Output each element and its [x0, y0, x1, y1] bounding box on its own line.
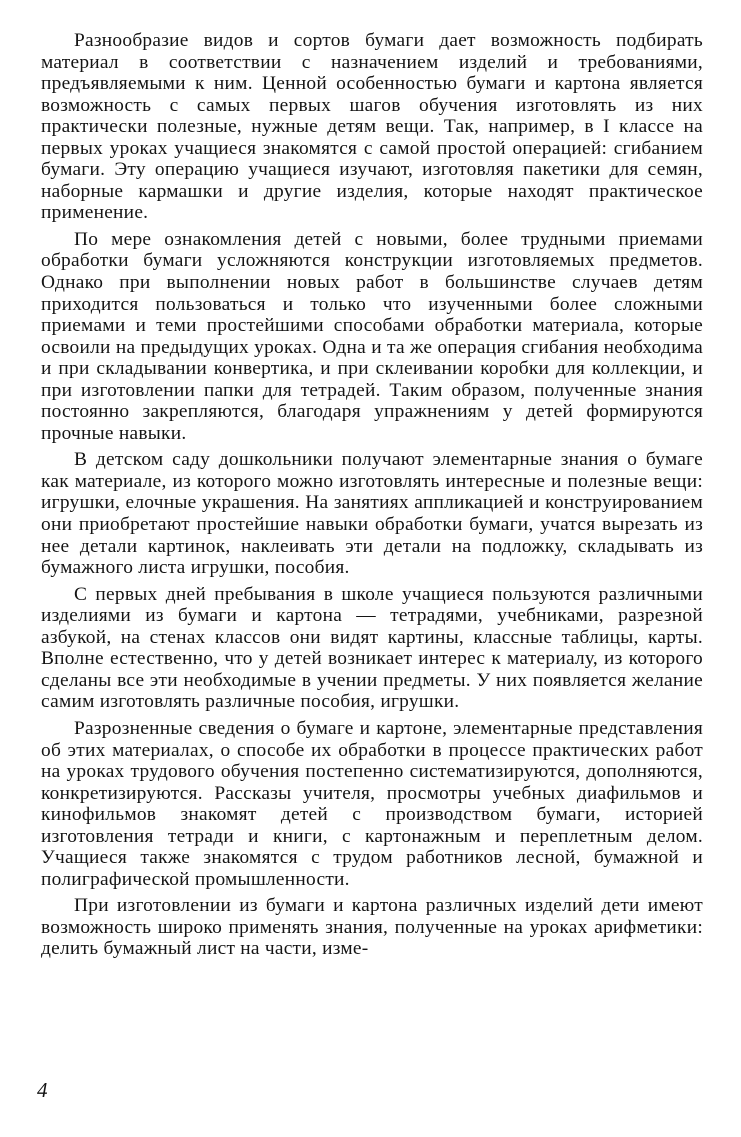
page-number: 4 [37, 1078, 48, 1102]
page-body [41, 30, 703, 965]
paragraph-5: Разрозненные сведения о бумаге и картоне, элементарные представления об этих материалах, о способе их обработки в процессе практических работ на уроках трудового обучения постепенно систематизируются, дополняются, конкретизируются. Рассказы учителя, просмотры учебных диафильмов и кинофильмов знакомят детей с производством бумаги, историей изготовления тетради и книги, с картонажным и переплетным делом. Учащиеся также знакомятся с трудом работников лесной, бумажной и полиграфической промышленности. [41, 717, 703, 890]
paragraph-1: Разнообразие видов и сортов бумаги дает возможность подбирать материал в соответствии с назначением изделий и требованиями, предъявляемыми к ним. Ценной особенностью бумаги и картона является возможность с самых первых шагов обучения изготовлять из них практически полезные, нужные детям вещи. Так, например, в I классе на первых уроках учащиеся знакомятся с самой простой операцией: сгибанием бумаги. Эту операцию учащиеся изучают, изготовляя пакетики для семян, наборные кармашки и другие изделия, которые находят практическое применение. [41, 30, 703, 224]
paragraph-2: По мере ознакомления детей с новыми, более трудными приемами обработки бумаги усложняются конструкции изготовляемых предметов. Однако при выполнении новых работ в большинстве случаев детям приходится пользоваться и только что изученными более сложными приемами и теми простейшими способами обработки материала, которые освоили на предыдущих уроках. Одна и та же операция сгибания необходима и при складывании конвертика, и при склеивании коробки для коллекции, и при изготовлении папки для тетрадей. Таким образом, полученные знания постоянно закрепляются, благодаря упражнениям у детей формируются прочные навыки. [41, 228, 703, 444]
paragraph-6: При изготовлении из бумаги и картона различных изделий дети имеют возможность широко применять знания, полученные на уроках арифметики: делить бумажный лист на части, изме- [41, 895, 703, 960]
paragraph-3: В детском саду дошкольники получают элементарные знания о бумаге как материале, из которого можно изготовлять интересные и полезные вещи: игрушки, елочные украшения. На занятиях аппликацией и конструированием они приобретают простейшие навыки обработки бумаги, учатся вырезать из нее детали картинок, наклеивать эти детали на подложку, складывать из бумажного листа игрушки, пособия. [41, 449, 703, 579]
paragraph-4: С первых дней пребывания в школе учащиеся пользуются различными изделиями из бумаги и картона — тетрадями, учебниками, разрезной азбукой, на стенах классов они видят картины, классные таблицы, карты. Вполне естественно, что у детей возникает интерес к материалу, из которого сделаны все эти необходимые в учении предметы. У них появляется желание самим изготовлять различные пособия, игрушки. [41, 583, 703, 713]
